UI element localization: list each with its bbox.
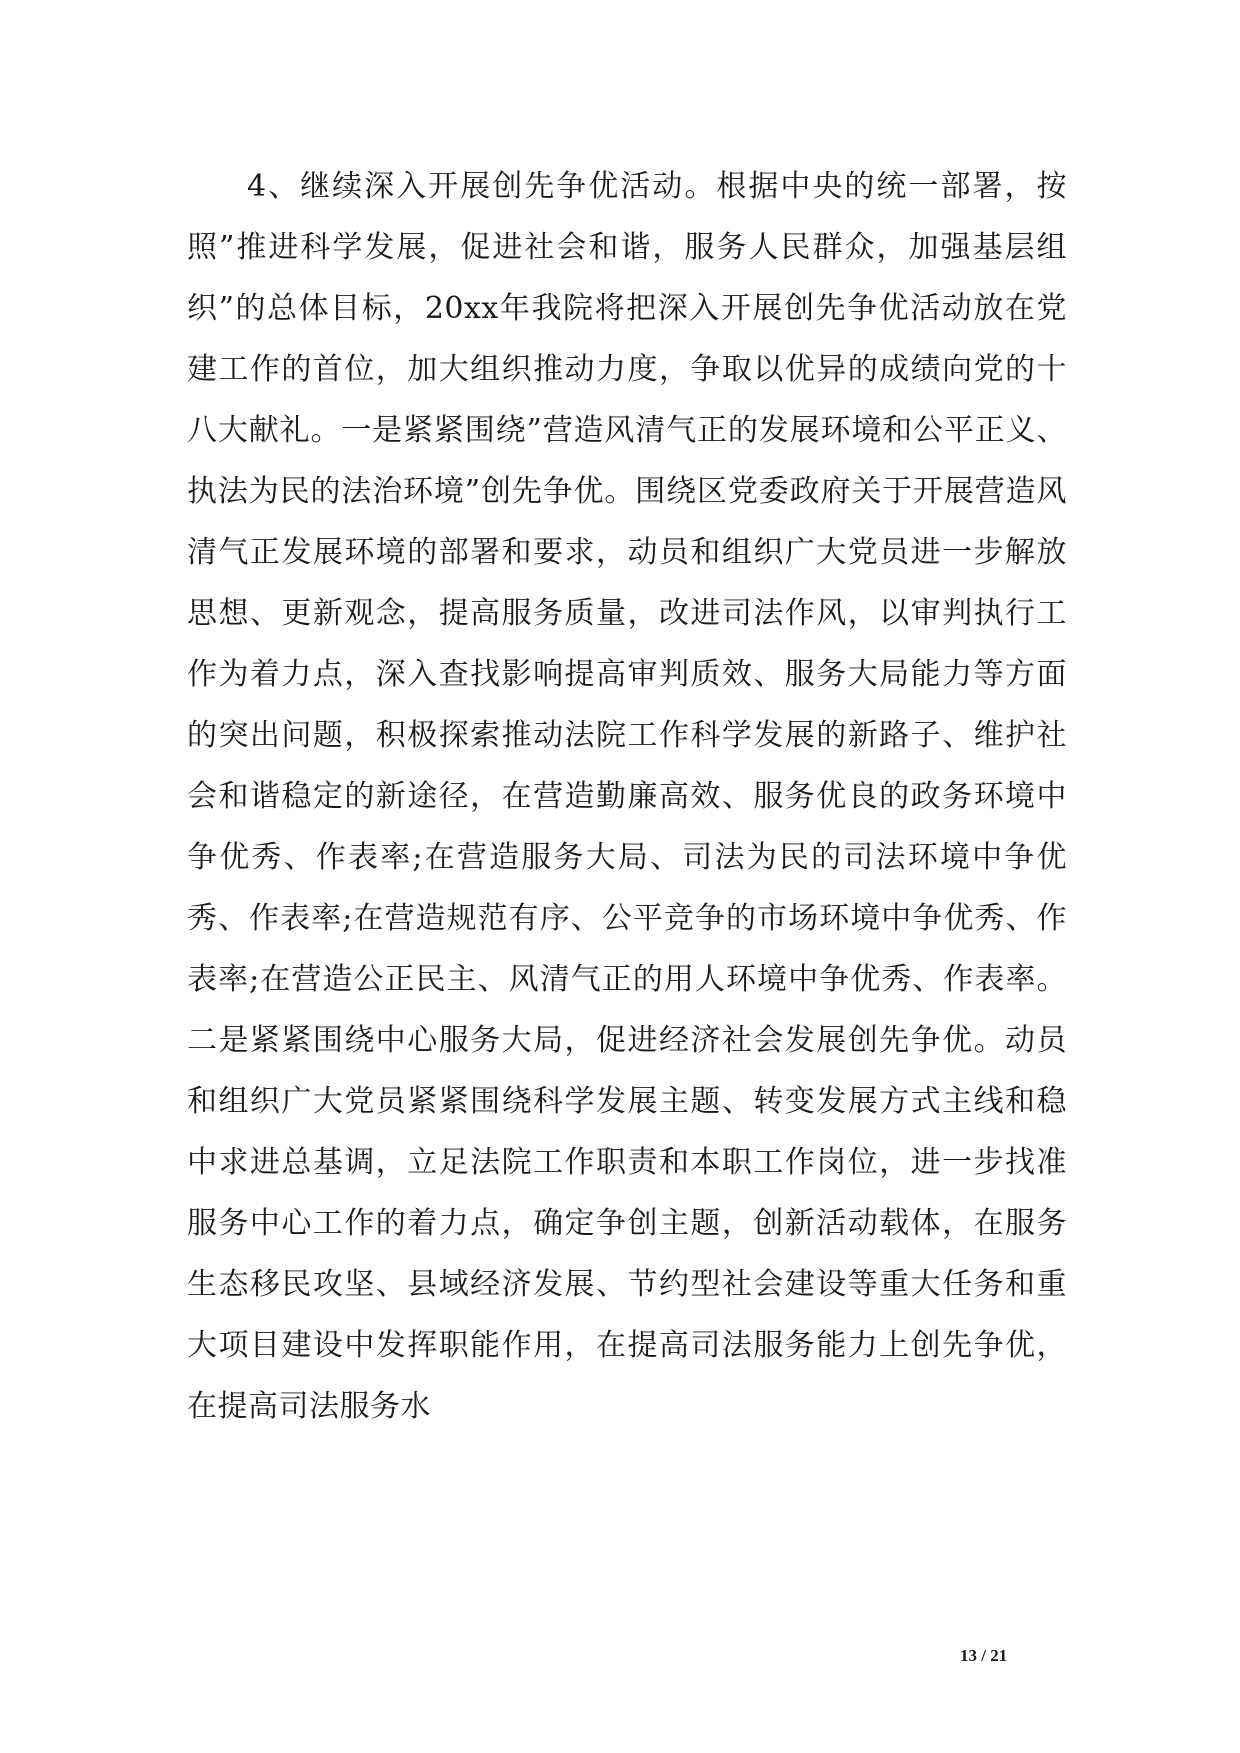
body-paragraph: 4、继续深入开展创先争优活动。根据中央的统一部署，按照”推进科学发展，促进社会和谐，服务人民群众，加强基层组织”的总体目标，20xx年我院将把深入开展创先争优活动放在党建工作的首位，加大组织推动力度，争取以优异的成绩向党的十八大献礼。一是紧紧围绕”营造风清气正的发展环境和公平正义、执法为民的法治环境”创先争优。围绕区党委政府关于开展营造风清气正发展环境的部署和要求，动员和组织广大党员进一步解放思想、更新观念，提高服务质量，改进司法作风，以审判执行工作为着力点，深入查找影响提高审判质效、服务大局能力等方面的突出问题，积极探索推动法院工作科学发展的新路子、维护社会和谐稳定的新途径，在营造勤廉高效、服务优良的政务环境中争优秀、作表率;在营造服务大局、司法为民的司法环境中争优秀、作表率;在营造规范有序、公平竞争的市场环境中争优秀、作表率;在营造公正民主、风清气正的用人环境中争优秀、作表率。二是紧紧围绕中心服务大局，促进经济社会发展创先争优。动员和组织广大党员紧紧围绕科学发展主题、转变发展方式主线和稳中求进总基调，立足法院工作职责和本职工作岗位，进一步找准服务中心工作的着力点，确定争创主题，创新活动载体，在服务生态移民攻坚、县域经济发展、节约型社会建设等重大任务和重大项目建设中发挥职能作用，在提高司法服务能力上创先争优，在提高司法服务水	[187, 169, 1067, 1424]
page-number: 13 / 21	[960, 1646, 1008, 1665]
